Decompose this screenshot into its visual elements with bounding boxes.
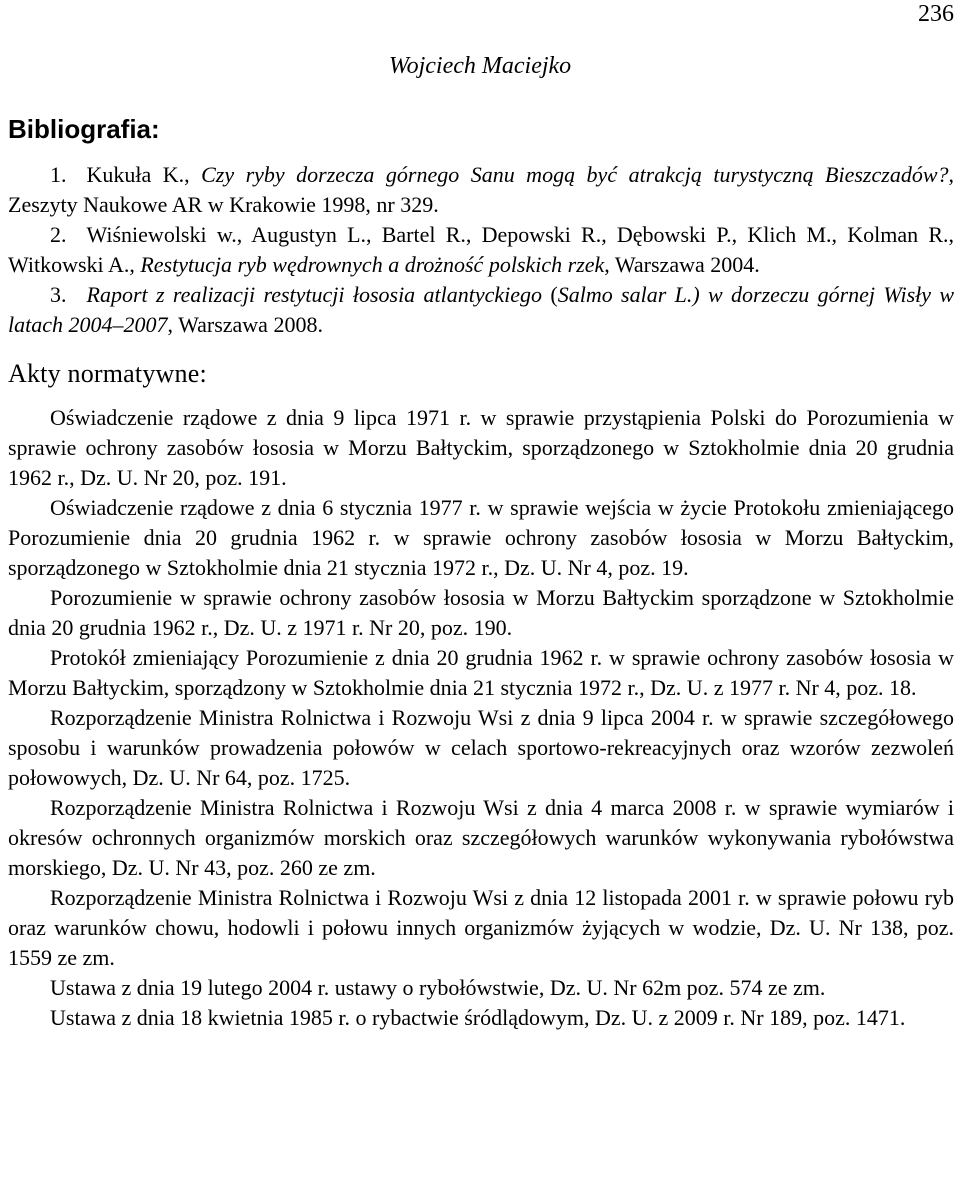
bibliography-item-publication: , Zeszyty Naukowe AR w Krakowie 1998, nr 329. <box>8 162 954 218</box>
legal-act-item: Oświadczenie rządowe z dnia 9 lipca 1971 r. w sprawie przystąpienia Polski do Porozumienia w sprawie ochrony zasobów łososia w Morzu Bałtyckim, sporządzonego w Sztokholmie dnia 20 grudnia 1962 r., Dz. U. Nr 20, poz. 191. <box>8 405 954 491</box>
legal-act-item: Oświadczenie rządowe z dnia 6 stycznia 1977 r. w sprawie wejścia w życie Protokołu zmieniającego Porozumienie dnia 20 grudnia 1962 r. w sprawie ochrony zasobów łososia w Morzu Bałtyckim, sporządzonego w Sztokholmie dnia 21 stycznia 1972 r., Dz. U. Nr 4, poz. 19. <box>8 495 954 581</box>
legal-act-item: Rozporządzenie Ministra Rolnictwa i Rozwoju Wsi z dnia 12 listopada 2001 r. w sprawie połowu ryb oraz warunków chowu, hodowli i połowu innych organizmów żyjących w wodzie, Dz. U. Nr 138, poz. 1559 ze zm. <box>8 885 954 971</box>
legal-act-item: Rozporządzenie Ministra Rolnictwa i Rozwoju Wsi z dnia 4 marca 2008 r. w sprawie wymiarów i okresów ochronnych organizmów morskich oraz szczegółowych warunków wykonywania rybołówstwa morskiego, Dz. U. Nr 43, poz. 260 ze zm. <box>8 795 954 881</box>
bibliography-item-1 <box>8 160 954 220</box>
bibliography-item-title: Restytucja ryb wędrownych a drożność polskich rzek <box>140 252 605 278</box>
legal-act-item: Ustawa z dnia 18 kwietnia 1985 r. o rybactwie śródlądowym, Dz. U. z 2009 r. Nr 189, poz. 1471. <box>50 1005 906 1031</box>
legal-act-item: Protokół zmieniający Porozumienie z dnia 20 grudnia 1962 r. w sprawie ochrony zasobów łososia w Morzu Bałtyckim, sporządzony w Sztokholmie dnia 21 stycznia 1972 r., Dz. U. z 1977 r. Nr 4, poz. 18. <box>8 645 954 701</box>
legal-act-item: Porozumienie w sprawie ochrony zasobów łososia w Morzu Bałtyckim sporządzone w Sztokholmie dnia 20 grudnia 1962 r., Dz. U. z 1971 r. Nr 20, poz. 190. <box>8 585 954 641</box>
bibliography-item-author: Wiśniewolski w., Augustyn L., Bartel R., Depowski R., Dębowski P., Klich M., Kolman R., Witkowski A., <box>8 222 954 278</box>
page-number: 236 <box>918 1 954 27</box>
legal-acts-heading: Akty normatywne: <box>8 359 207 389</box>
bibliography-item-title: Czy ryby dorzecza górnego Sanu mogą być atrakcją turystyczną Bieszczadów? <box>201 162 949 188</box>
bibliography-item-title: Raport z realizacji restytucji łososia atlantyckiego <box>86 282 543 308</box>
bibliography-item-number: 3. <box>50 282 67 308</box>
bibliography-item-author: Kukuła K., <box>86 162 202 188</box>
bibliography-item-number: 2. <box>50 222 67 248</box>
bibliography-item-number: 1. <box>50 162 67 188</box>
legal-act-item: Ustawa z dnia 19 lutego 2004 r. ustawy o rybołówstwie, Dz. U. Nr 62m poz. 574 ze zm. <box>50 975 826 1001</box>
bibliography-item-2 <box>8 220 954 280</box>
bibliography-item-species-name: Salmo salar <box>557 282 667 308</box>
bibliography-item-title-end: L.) w dorzeczu górnej Wisły w latach 2004–2007 <box>8 282 955 338</box>
bibliography-item-3: 3. Raport z realizacji restytucji łososia atlantyckiego (Salmo salar L.) w dorzeczu górnej Wisły w latach 2004–2007, Warszawa 2008. <box>8 282 955 338</box>
legal-act-item: Rozporządzenie Ministra Rolnictwa i Rozwoju Wsi z dnia 9 lipca 2004 r. w sprawie szczegółowego sposobu i warunków prowadzenia połowów w celach sportowo-rekreacyjnych oraz wzorów zezwoleń połowowych, Dz. U. Nr 64, poz. 1725. <box>8 705 954 791</box>
bibliography-heading: Bibliografia: <box>8 114 160 144</box>
bibliography-item-publication: , Warszawa 2004. <box>604 252 760 278</box>
page-content <box>8 114 954 1033</box>
running-header-author: Wojciech Maciejko <box>388 53 572 79</box>
bibliography-item-publication: , Warszawa 2008. <box>167 312 323 338</box>
